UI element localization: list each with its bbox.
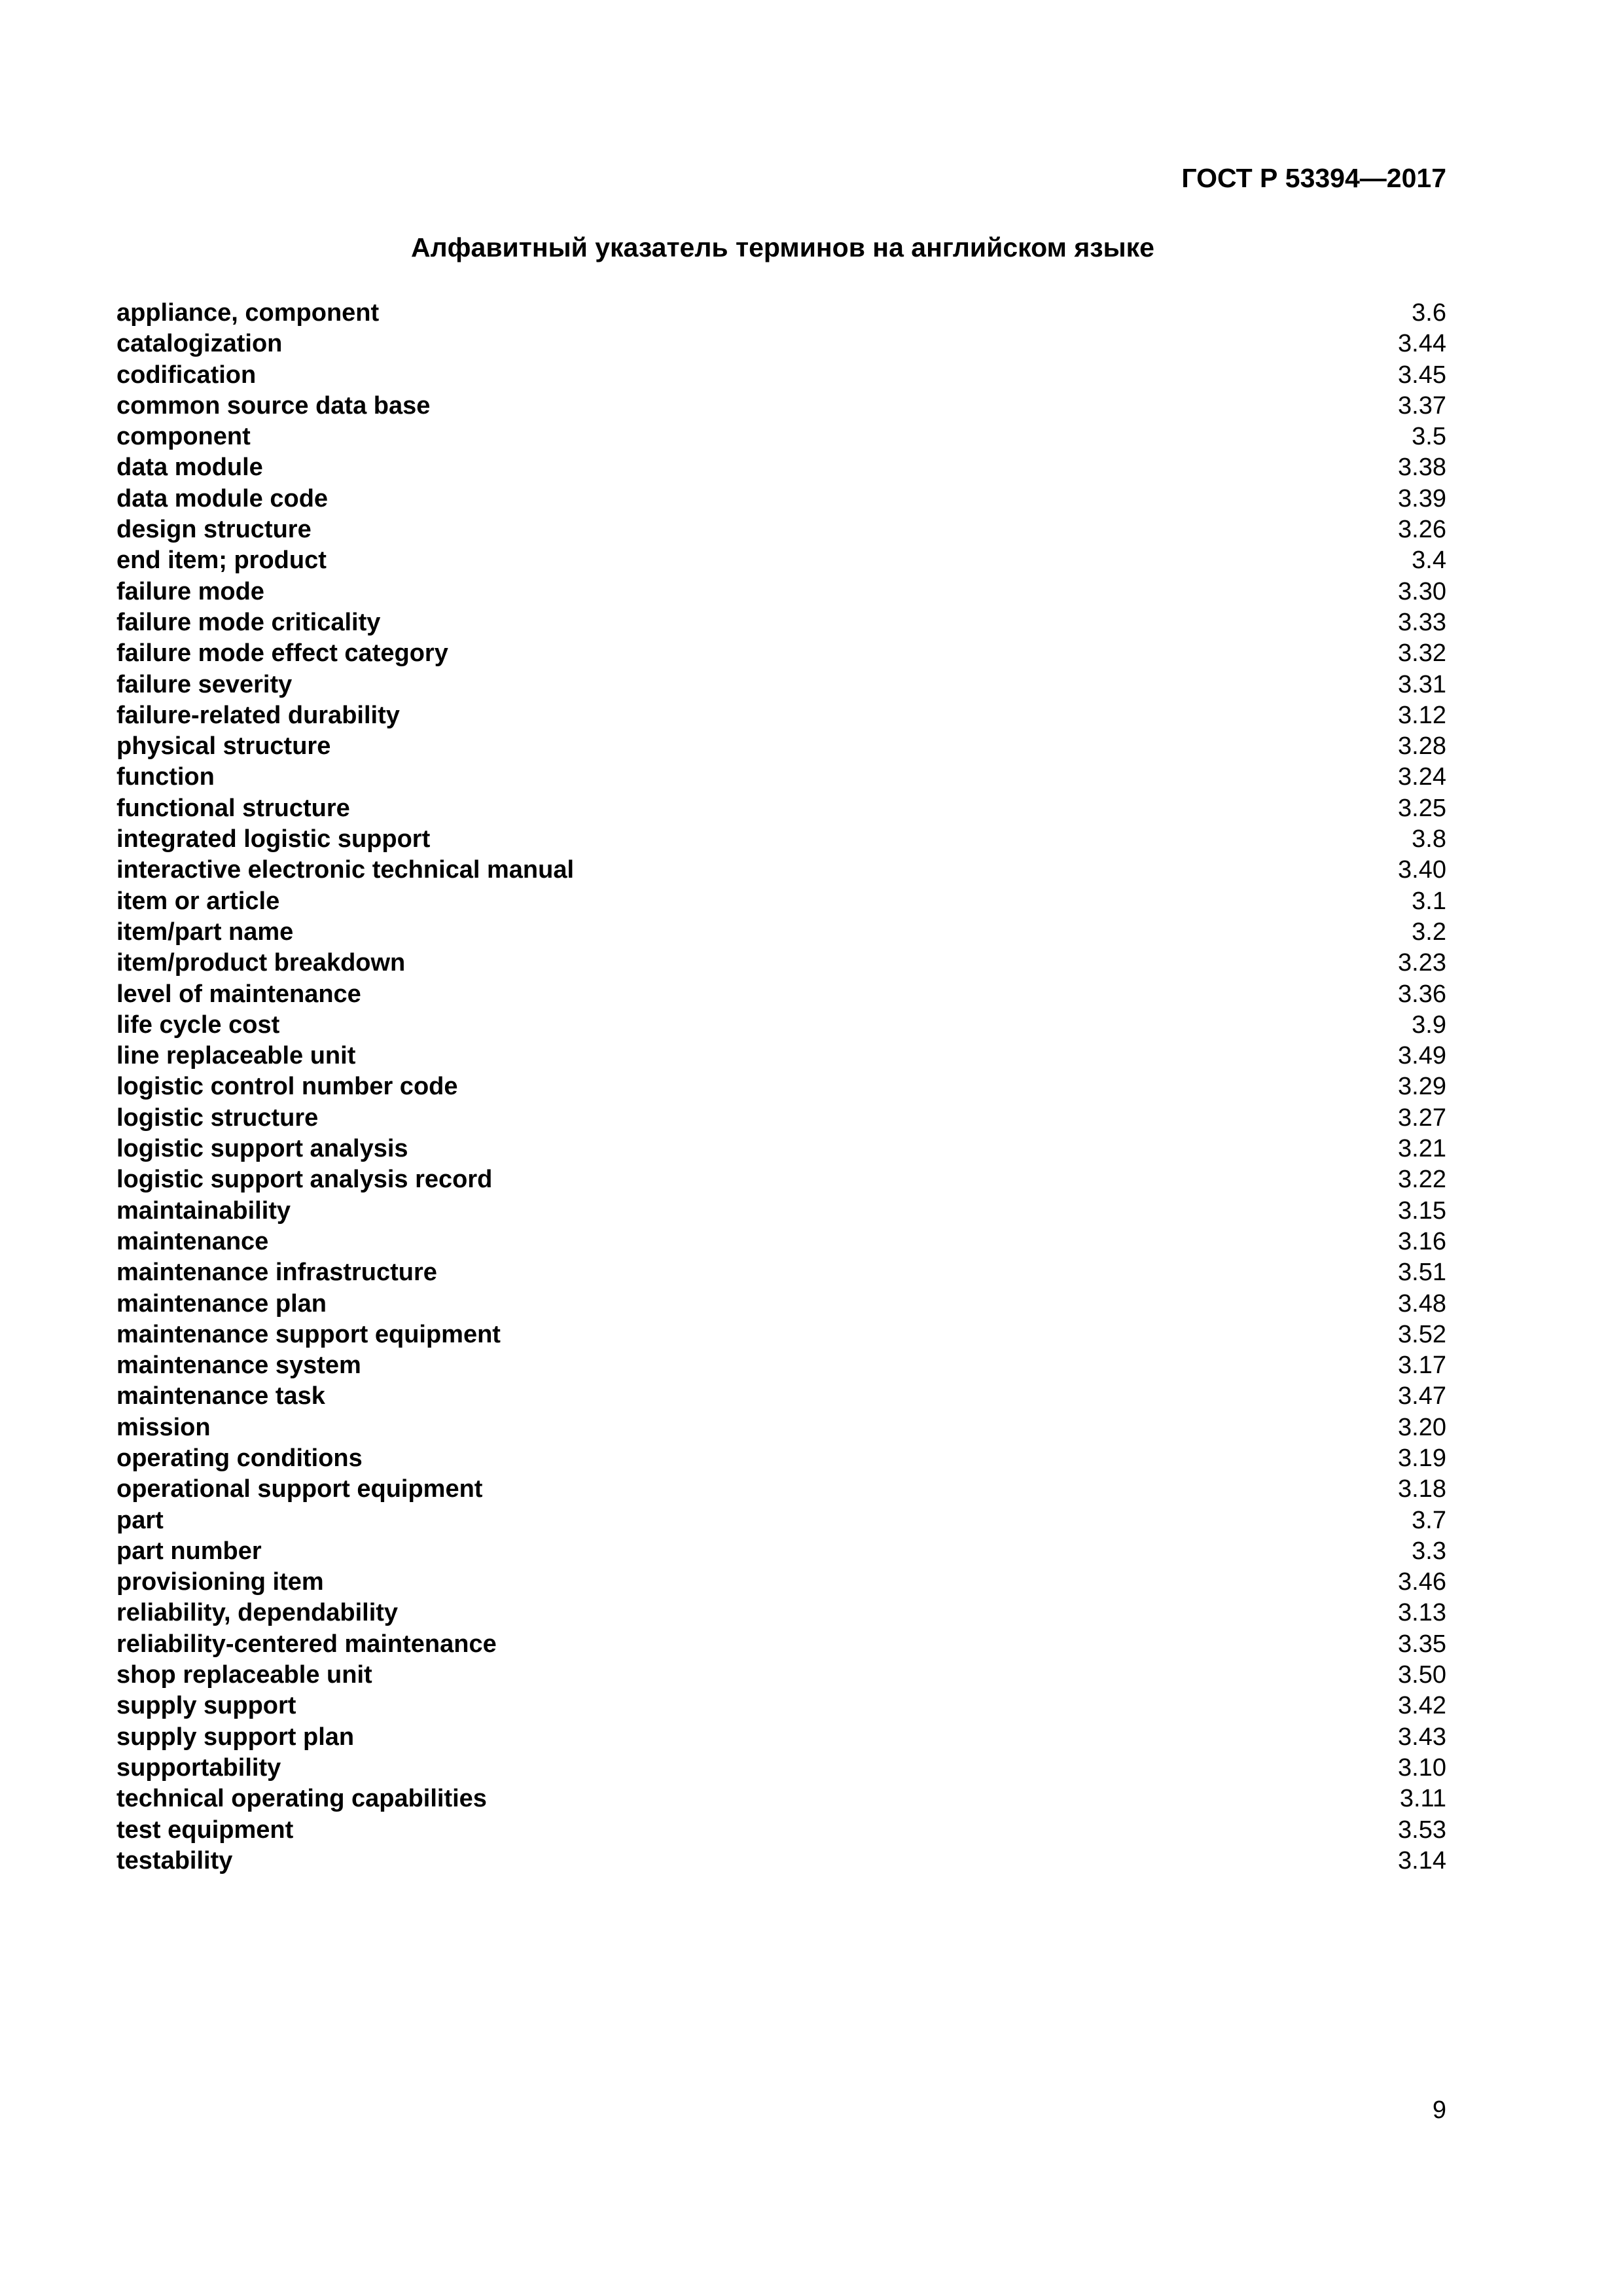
index-term: reliability, dependability bbox=[116, 1599, 399, 1627]
index-entry bbox=[116, 1071, 1446, 1102]
index-term-reference: 3.15 bbox=[1398, 1196, 1446, 1225]
index-term: item/part name bbox=[116, 918, 294, 946]
index-entry bbox=[116, 979, 1446, 1010]
index-term: item or article bbox=[116, 887, 280, 915]
index-entry bbox=[116, 731, 1446, 762]
index-term: logistic structure bbox=[116, 1103, 319, 1132]
index-entry bbox=[116, 1227, 1446, 1257]
index-entry bbox=[116, 1041, 1446, 1071]
index-term: reliability-centered maintenance bbox=[116, 1630, 497, 1658]
index-term-reference: 3.7 bbox=[1412, 1506, 1446, 1534]
page-number: 9 bbox=[1432, 2096, 1446, 2124]
index-entry bbox=[116, 1010, 1446, 1041]
index-term-reference: 3.11 bbox=[1399, 1785, 1446, 1813]
index-term-reference: 3.8 bbox=[1412, 825, 1446, 853]
index-term-reference: 3.49 bbox=[1398, 1042, 1446, 1070]
index-term-reference: 3.36 bbox=[1398, 980, 1446, 1008]
index-entry bbox=[116, 391, 1446, 422]
index-entry bbox=[116, 670, 1446, 700]
index-entry bbox=[116, 1660, 1446, 1691]
index-term-reference: 3.35 bbox=[1398, 1630, 1446, 1658]
term-index-list bbox=[116, 298, 1446, 1876]
index-term-reference: 3.30 bbox=[1398, 577, 1446, 605]
standard-code-header: ГОСТ Р 53394—2017 bbox=[1181, 163, 1446, 193]
index-term-reference: 3.19 bbox=[1398, 1444, 1446, 1472]
index-term-reference: 3.53 bbox=[1398, 1816, 1446, 1844]
index-term-reference: 3.39 bbox=[1398, 484, 1446, 512]
index-entry bbox=[116, 452, 1446, 483]
index-entry bbox=[116, 1257, 1446, 1288]
index-term: integrated logistic support bbox=[116, 825, 431, 853]
index-term: operating conditions bbox=[116, 1444, 363, 1472]
index-term: maintenance task bbox=[116, 1382, 325, 1410]
index-term-reference: 3.6 bbox=[1412, 299, 1446, 327]
index-entry bbox=[116, 1722, 1446, 1753]
index-entry bbox=[116, 948, 1446, 978]
index-title: Алфавитный указатель терминов на английском языке bbox=[411, 232, 1154, 262]
index-term: functional structure bbox=[116, 794, 350, 822]
index-term-reference: 3.47 bbox=[1398, 1382, 1446, 1410]
index-term-reference: 3.13 bbox=[1398, 1599, 1446, 1627]
index-term-reference: 3.2 bbox=[1412, 918, 1446, 946]
index-term: component bbox=[116, 423, 251, 451]
index-term: provisioning item bbox=[116, 1568, 324, 1596]
index-term-reference: 3.45 bbox=[1398, 361, 1446, 389]
index-entry bbox=[116, 700, 1446, 731]
index-term-reference: 3.44 bbox=[1398, 330, 1446, 358]
index-term: shop replaceable unit bbox=[116, 1661, 372, 1689]
index-term-reference: 3.42 bbox=[1398, 1692, 1446, 1720]
index-term: maintenance infrastructure bbox=[116, 1259, 437, 1287]
index-term-reference: 3.4 bbox=[1412, 547, 1446, 575]
index-term: data module bbox=[116, 454, 263, 482]
index-term-reference: 3.3 bbox=[1412, 1537, 1446, 1565]
index-entry bbox=[116, 1412, 1446, 1443]
index-term-reference: 3.24 bbox=[1398, 763, 1446, 791]
index-entry bbox=[116, 1381, 1446, 1412]
index-entry bbox=[116, 1598, 1446, 1628]
index-term-reference: 3.40 bbox=[1398, 856, 1446, 884]
index-term: failure mode bbox=[116, 577, 264, 605]
index-entry bbox=[116, 886, 1446, 917]
index-term: logistic support analysis record bbox=[116, 1166, 493, 1194]
index-entry bbox=[116, 824, 1446, 855]
index-entry bbox=[116, 917, 1446, 948]
index-term: failure mode criticality bbox=[116, 608, 381, 636]
index-term-reference: 3.25 bbox=[1398, 794, 1446, 822]
index-term: maintenance bbox=[116, 1227, 269, 1255]
index-entry bbox=[116, 762, 1446, 793]
index-entry bbox=[116, 298, 1446, 329]
index-entry bbox=[116, 1443, 1446, 1474]
index-term-reference: 3.29 bbox=[1398, 1073, 1446, 1101]
index-term: life cycle cost bbox=[116, 1011, 280, 1039]
index-term-reference: 3.12 bbox=[1398, 701, 1446, 729]
index-term-reference: 3.27 bbox=[1398, 1103, 1446, 1132]
index-term: common source data base bbox=[116, 391, 431, 420]
index-term: failure severity bbox=[116, 670, 293, 698]
index-entry bbox=[116, 577, 1446, 607]
index-entry bbox=[116, 1103, 1446, 1134]
index-entry bbox=[116, 793, 1446, 824]
index-term: part bbox=[116, 1506, 164, 1534]
index-term: level of maintenance bbox=[116, 980, 361, 1008]
index-entry bbox=[116, 484, 1446, 514]
index-entry bbox=[116, 855, 1446, 886]
index-entry bbox=[116, 1350, 1446, 1381]
index-term: logistic control number code bbox=[116, 1073, 458, 1101]
index-term: item/product breakdown bbox=[116, 949, 406, 977]
index-term-reference: 3.22 bbox=[1398, 1166, 1446, 1194]
index-entry bbox=[116, 1196, 1446, 1227]
index-entry bbox=[116, 329, 1446, 359]
index-term-reference: 3.43 bbox=[1398, 1723, 1446, 1751]
index-term-reference: 3.5 bbox=[1412, 423, 1446, 451]
index-term-reference: 3.23 bbox=[1398, 949, 1446, 977]
index-term-reference: 3.37 bbox=[1398, 391, 1446, 420]
index-entry bbox=[116, 1505, 1446, 1536]
index-term-reference: 3.28 bbox=[1398, 732, 1446, 761]
index-entry bbox=[116, 1753, 1446, 1784]
index-term-reference: 3.38 bbox=[1398, 454, 1446, 482]
index-term-reference: 3.18 bbox=[1398, 1475, 1446, 1503]
index-entry bbox=[116, 1784, 1446, 1814]
index-term: maintenance plan bbox=[116, 1289, 327, 1318]
index-term-reference: 3.21 bbox=[1398, 1135, 1446, 1163]
index-entry bbox=[116, 1629, 1446, 1660]
index-term-reference: 3.32 bbox=[1398, 639, 1446, 668]
index-term: maintenance system bbox=[116, 1352, 361, 1380]
index-term-reference: 3.16 bbox=[1398, 1227, 1446, 1255]
index-entry bbox=[116, 1319, 1446, 1350]
index-term-reference: 3.48 bbox=[1398, 1289, 1446, 1318]
index-term-reference: 3.9 bbox=[1412, 1011, 1446, 1039]
index-term: part number bbox=[116, 1537, 262, 1565]
index-term-reference: 3.50 bbox=[1398, 1661, 1446, 1689]
index-entry bbox=[116, 1474, 1446, 1505]
index-term-reference: 3.20 bbox=[1398, 1413, 1446, 1441]
index-entry bbox=[116, 1134, 1446, 1164]
index-term: failure-related durability bbox=[116, 701, 400, 729]
index-entry bbox=[116, 514, 1446, 545]
index-term: test equipment bbox=[116, 1816, 294, 1844]
index-term: data module code bbox=[116, 484, 329, 512]
index-term: operational support equipment bbox=[116, 1475, 483, 1503]
index-entry bbox=[116, 1567, 1446, 1598]
index-term-reference: 3.17 bbox=[1398, 1352, 1446, 1380]
index-term-reference: 3.14 bbox=[1398, 1846, 1446, 1874]
index-term: end item; product bbox=[116, 547, 327, 575]
index-term: maintainability bbox=[116, 1196, 291, 1225]
index-entry bbox=[116, 360, 1446, 391]
index-term-reference: 3.52 bbox=[1398, 1320, 1446, 1348]
index-term: supply support bbox=[116, 1692, 296, 1720]
index-term: interactive electronic technical manual bbox=[116, 856, 575, 884]
index-term: line replaceable unit bbox=[116, 1042, 356, 1070]
index-term-reference: 3.46 bbox=[1398, 1568, 1446, 1596]
index-term: testability bbox=[116, 1846, 233, 1874]
index-term: catalogization bbox=[116, 330, 283, 358]
index-term: physical structure bbox=[116, 732, 331, 761]
index-term: maintenance support equipment bbox=[116, 1320, 501, 1348]
index-term: logistic support analysis bbox=[116, 1135, 408, 1163]
index-entry bbox=[116, 545, 1446, 576]
index-entry bbox=[116, 1815, 1446, 1846]
index-term: design structure bbox=[116, 516, 312, 544]
index-term: supply support plan bbox=[116, 1723, 355, 1751]
index-term-reference: 3.1 bbox=[1412, 887, 1446, 915]
index-term: failure mode effect category bbox=[116, 639, 448, 668]
index-entry bbox=[116, 607, 1446, 638]
index-entry bbox=[116, 1289, 1446, 1319]
index-term-reference: 3.31 bbox=[1398, 670, 1446, 698]
index-term: mission bbox=[116, 1413, 211, 1441]
index-entry bbox=[116, 1536, 1446, 1567]
index-entry bbox=[116, 1691, 1446, 1721]
index-entry bbox=[116, 1846, 1446, 1876]
index-entry bbox=[116, 422, 1446, 452]
index-entry bbox=[116, 638, 1446, 669]
index-term-reference: 3.26 bbox=[1398, 516, 1446, 544]
index-term: function bbox=[116, 763, 215, 791]
index-term-reference: 3.33 bbox=[1398, 608, 1446, 636]
index-term-reference: 3.51 bbox=[1398, 1259, 1446, 1287]
index-term: technical operating capabilities bbox=[116, 1785, 487, 1813]
index-term-reference: 3.10 bbox=[1398, 1753, 1446, 1782]
index-term: codification bbox=[116, 361, 257, 389]
index-term: supportability bbox=[116, 1753, 281, 1782]
index-entry bbox=[116, 1164, 1446, 1195]
index-term: appliance, component bbox=[116, 299, 380, 327]
